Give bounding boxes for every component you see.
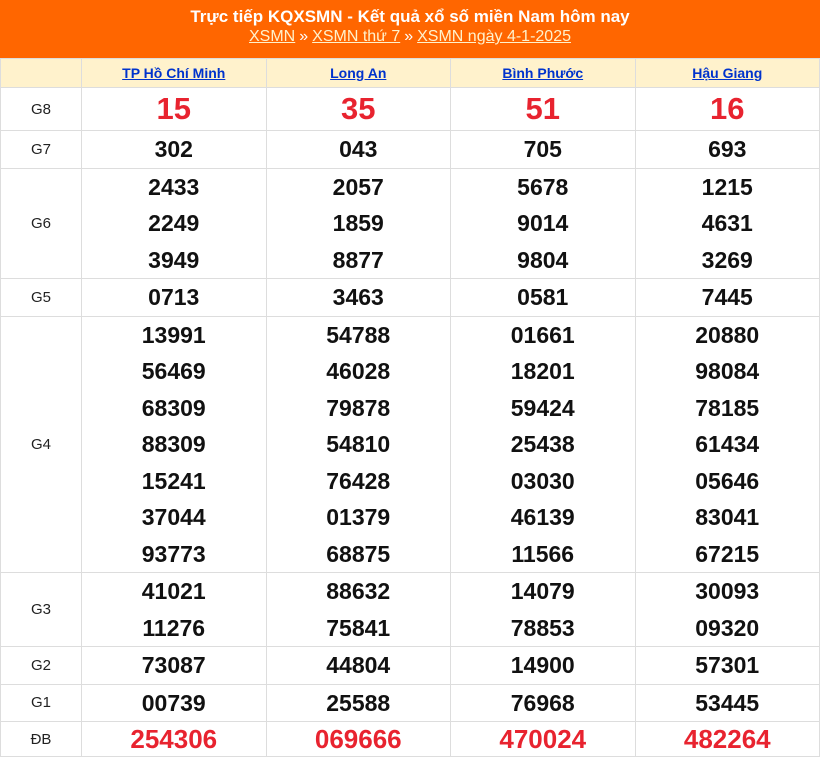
- prize-cell: [266, 316, 451, 573]
- prize-number: 9014: [517, 210, 569, 236]
- prize-cell: [82, 131, 267, 169]
- province-header-row: [1, 59, 820, 88]
- prize-number: 9804: [517, 246, 569, 273]
- province-link-hau-giang[interactable]: Hậu Giang: [692, 65, 763, 81]
- prize-cell: [451, 168, 636, 279]
- prize-number: 1859: [332, 210, 384, 236]
- prize-cell: [266, 722, 451, 757]
- prize-number: 11566: [511, 540, 575, 567]
- prize-label: G4: [1, 316, 82, 573]
- prize-number: 44804: [326, 652, 391, 678]
- prize-number: 13991: [141, 321, 206, 348]
- prize-cell: [82, 168, 267, 279]
- prize-cell: [451, 684, 636, 722]
- prize-number: 16: [710, 91, 745, 126]
- breadcrumb-link-xsmn-date[interactable]: XSMN ngày 4-1-2025: [417, 28, 571, 45]
- prize-cell: [451, 722, 636, 757]
- breadcrumb: [0, 27, 820, 47]
- prize-number: 76968: [510, 689, 575, 716]
- prize-number: 8877: [332, 246, 384, 273]
- prize-cell: [266, 684, 451, 722]
- prize-cell: [635, 722, 820, 757]
- prize-number: 53445: [695, 689, 760, 716]
- province-link-binh-phuoc[interactable]: Bình Phước: [502, 65, 584, 81]
- prize-number: 693: [708, 136, 747, 162]
- prize-number: 88632: [326, 578, 391, 604]
- prize-number: 2249: [148, 210, 200, 236]
- prize-label: G2: [1, 647, 82, 685]
- prize-number: 3269: [701, 246, 753, 273]
- prize-label: G7: [1, 131, 82, 169]
- prize-cell: [451, 647, 636, 685]
- prize-row: [1, 684, 820, 722]
- prize-label: G8: [1, 88, 82, 131]
- prize-number: 35: [341, 91, 376, 126]
- prize-number: 54810: [326, 431, 391, 457]
- prize-label: G1: [1, 684, 82, 722]
- prize-number: 302: [154, 136, 193, 162]
- prize-cell: [635, 168, 820, 279]
- prize-row: [1, 316, 820, 573]
- prize-number: 0581: [517, 284, 569, 310]
- prize-cell: [635, 573, 820, 647]
- prize-number: 01379: [326, 504, 391, 530]
- prize-number: 069666: [314, 724, 402, 754]
- prize-cell: [635, 684, 820, 722]
- prize-number: 25438: [510, 431, 575, 457]
- prize-number: 2433: [148, 173, 200, 200]
- prize-table-body: [1, 88, 820, 757]
- prize-cell: [266, 88, 451, 131]
- prize-cell: [82, 279, 267, 317]
- prize-number: 88309: [141, 431, 206, 457]
- prize-cell: [451, 88, 636, 131]
- prize-cell: [82, 722, 267, 757]
- prize-number: 0713: [148, 284, 200, 310]
- prize-number: 1215: [701, 173, 753, 200]
- prize-cell: [451, 573, 636, 647]
- prize-label: G5: [1, 279, 82, 317]
- prize-number: 14079: [510, 578, 575, 604]
- prize-number: 93773: [141, 540, 206, 567]
- prize-number: 4631: [701, 210, 753, 236]
- prize-cell: [266, 131, 451, 169]
- prize-cell: [635, 279, 820, 317]
- prize-number: 78853: [510, 614, 575, 641]
- prize-number: 20880: [695, 321, 760, 348]
- prize-number: 76428: [326, 467, 391, 494]
- prize-number: 98084: [695, 358, 760, 384]
- prize-cell: [635, 131, 820, 169]
- page-title: Trực tiếp KQXSMN - Kết quả xổ số miền Nam hôm nay: [190, 7, 630, 26]
- prize-label: ĐB: [1, 722, 82, 757]
- province-link-long-an[interactable]: Long An: [330, 65, 387, 81]
- prize-number: 68309: [141, 394, 206, 421]
- prize-number: 68875: [326, 540, 391, 567]
- prize-number: 67215: [695, 540, 760, 567]
- prize-cell: [266, 573, 451, 647]
- prize-cell: [451, 279, 636, 317]
- prize-cell: [82, 316, 267, 573]
- prize-number: 30093: [695, 578, 760, 604]
- prize-row: [1, 722, 820, 757]
- prize-number: 14900: [510, 652, 575, 678]
- prize-number: 61434: [695, 431, 760, 457]
- breadcrumb-link-xsmn[interactable]: XSMN: [249, 28, 296, 45]
- prize-label: G3: [1, 573, 82, 647]
- prize-number: 25588: [326, 689, 391, 716]
- prize-number: 705: [523, 136, 562, 162]
- prize-number: 15241: [141, 467, 206, 494]
- prize-number: 482264: [683, 724, 771, 754]
- prize-number: 5678: [517, 173, 569, 200]
- prize-cell: [266, 647, 451, 685]
- prize-number: 03030: [510, 467, 575, 494]
- prize-row: [1, 647, 820, 685]
- prize-number: 01661: [510, 321, 575, 348]
- prize-number: 51: [525, 91, 560, 126]
- prize-number: 11276: [142, 614, 206, 641]
- prize-cell: [635, 316, 820, 573]
- prize-cell: [635, 88, 820, 131]
- prize-number: 46139: [510, 504, 575, 530]
- prize-cell: [451, 316, 636, 573]
- province-link-hcm[interactable]: TP Hồ Chí Minh: [122, 65, 226, 81]
- prize-label: G6: [1, 168, 82, 279]
- prize-number: 83041: [695, 504, 760, 530]
- page-header: [0, 0, 820, 58]
- results-table: [0, 58, 820, 757]
- prize-number: 15: [156, 91, 191, 126]
- prize-number: 57301: [695, 652, 760, 678]
- prize-number: 7445: [701, 284, 753, 310]
- prize-number: 54788: [326, 321, 391, 348]
- prize-cell: [266, 279, 451, 317]
- prize-number: 78185: [695, 394, 760, 421]
- prize-row: [1, 88, 820, 131]
- prize-cell: [82, 647, 267, 685]
- prize-number: 56469: [141, 358, 206, 384]
- prize-cell: [82, 573, 267, 647]
- prize-number: 46028: [326, 358, 391, 384]
- prize-number: 73087: [141, 652, 206, 678]
- prize-number: 254306: [130, 724, 218, 754]
- prize-number: 79878: [326, 394, 391, 421]
- prize-row: [1, 573, 820, 647]
- prize-number: 75841: [326, 614, 391, 641]
- prize-row: [1, 131, 820, 169]
- corner-cell: [1, 59, 82, 88]
- prize-number: 05646: [695, 467, 760, 494]
- breadcrumb-link-xsmn-thu7[interactable]: XSMN thứ 7: [312, 28, 401, 45]
- prize-cell: [82, 684, 267, 722]
- prize-number: 043: [339, 136, 378, 162]
- prize-cell: [451, 131, 636, 169]
- prize-number: 59424: [510, 394, 575, 421]
- prize-number: 3463: [332, 284, 384, 310]
- prize-number: 18201: [510, 358, 575, 384]
- prize-row: [1, 279, 820, 317]
- prize-number: 00739: [141, 689, 206, 716]
- prize-cell: [635, 647, 820, 685]
- breadcrumb-separator: »: [404, 28, 414, 45]
- prize-number: 37044: [141, 504, 206, 530]
- prize-number: 41021: [141, 578, 206, 604]
- prize-number: 3949: [148, 246, 200, 273]
- prize-cell: [266, 168, 451, 279]
- prize-number: 470024: [499, 724, 587, 754]
- prize-number: 2057: [332, 173, 384, 200]
- breadcrumb-separator: »: [299, 28, 309, 45]
- prize-number: 09320: [695, 614, 760, 641]
- prize-row: [1, 168, 820, 279]
- prize-cell: [82, 88, 267, 131]
